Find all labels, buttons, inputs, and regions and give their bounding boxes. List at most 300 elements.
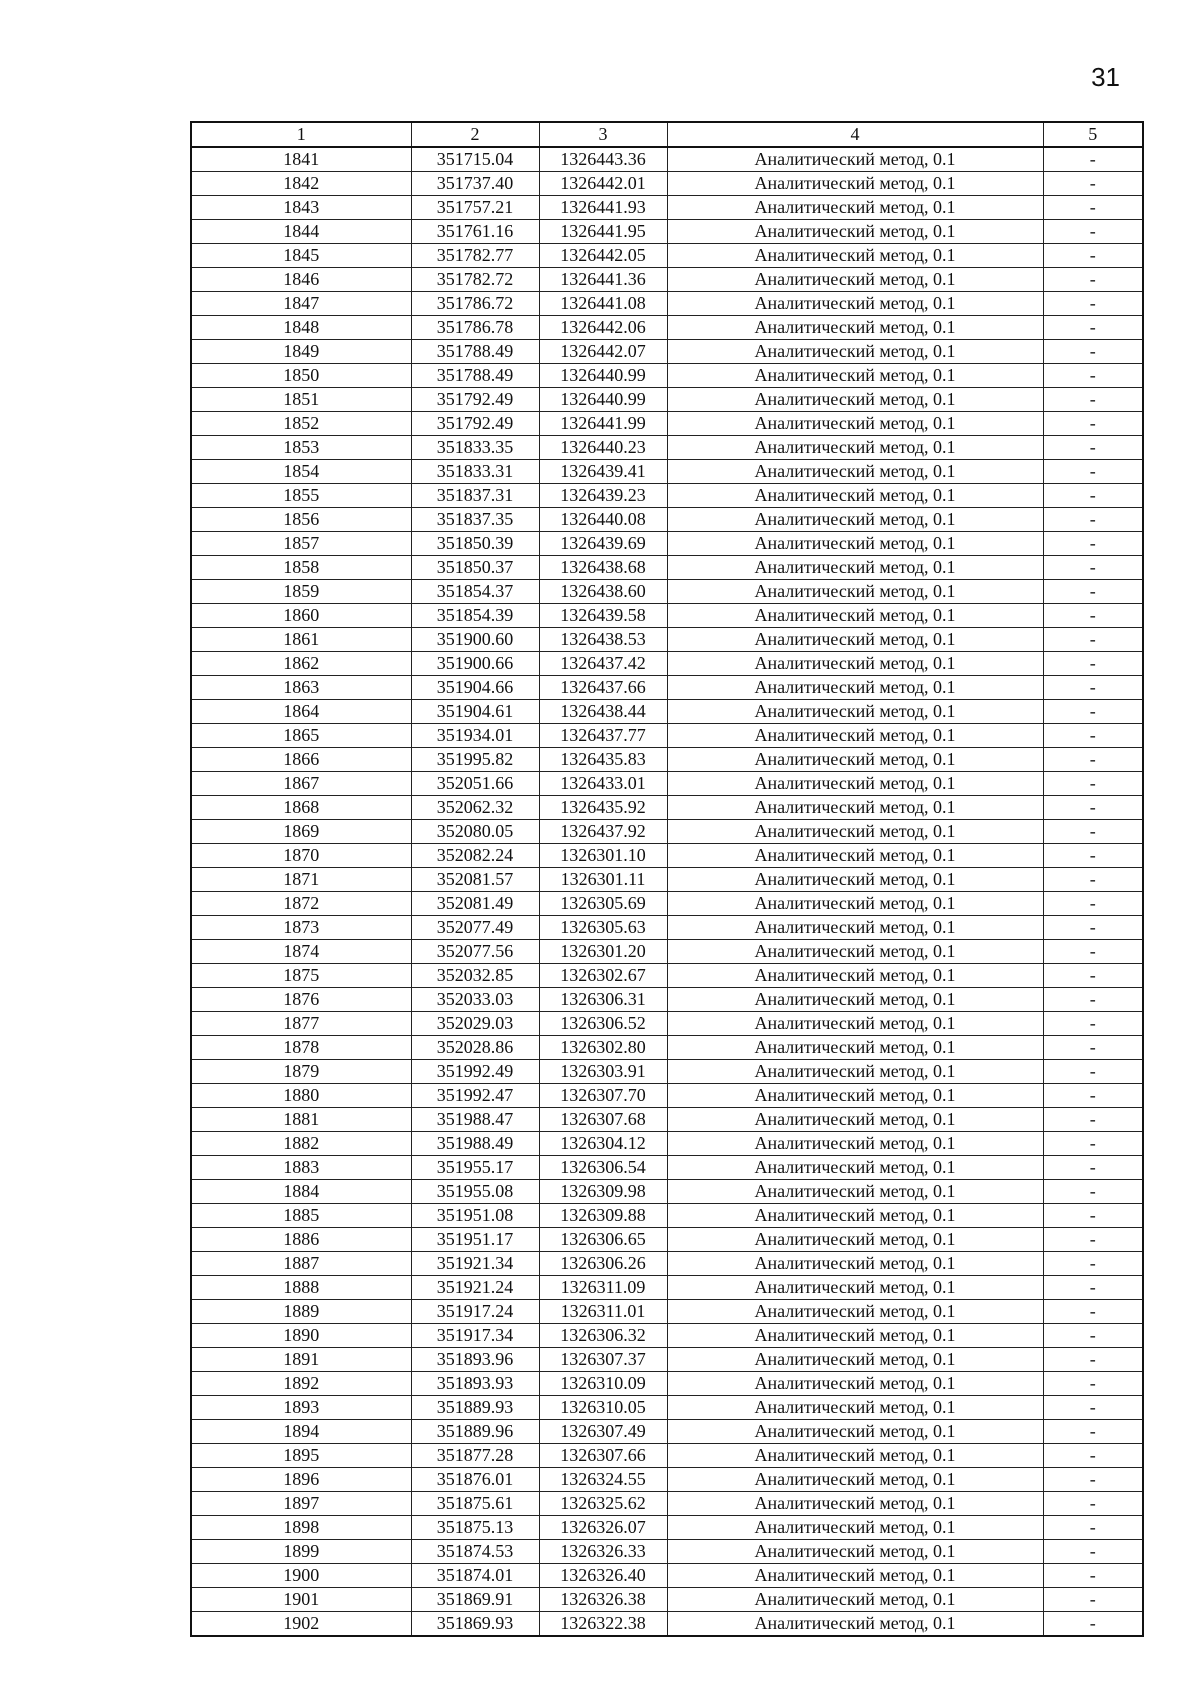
coordinate-x-cell: 352082.24	[411, 844, 539, 868]
table-row	[191, 748, 1143, 772]
coordinate-x-cell: 351921.34	[411, 1252, 539, 1276]
table-row	[191, 172, 1143, 196]
note-cell: -	[1043, 1132, 1143, 1156]
coordinate-x-cell: 351850.37	[411, 556, 539, 580]
coordinate-x-cell: 351921.24	[411, 1276, 539, 1300]
method-accuracy-cell: Аналитический метод, 0.1	[667, 1204, 1043, 1228]
method-accuracy-cell: Аналитический метод, 0.1	[667, 508, 1043, 532]
coordinate-x-cell: 351955.17	[411, 1156, 539, 1180]
method-accuracy-cell: Аналитический метод, 0.1	[667, 1156, 1043, 1180]
note-cell: -	[1043, 508, 1143, 532]
coordinate-y-cell: 1326305.63	[539, 916, 667, 940]
point-number-cell: 1858	[191, 556, 411, 580]
note-cell: -	[1043, 436, 1143, 460]
coordinate-y-cell: 1326441.95	[539, 220, 667, 244]
table-row	[191, 220, 1143, 244]
coordinate-x-cell: 352051.66	[411, 772, 539, 796]
note-cell: -	[1043, 1060, 1143, 1084]
point-number-cell: 1866	[191, 748, 411, 772]
point-number-cell: 1856	[191, 508, 411, 532]
note-cell: -	[1043, 988, 1143, 1012]
method-accuracy-cell: Аналитический метод, 0.1	[667, 940, 1043, 964]
coordinate-x-cell: 351992.49	[411, 1060, 539, 1084]
coordinate-y-cell: 1326324.55	[539, 1468, 667, 1492]
coordinate-x-cell: 352029.03	[411, 1012, 539, 1036]
table-row	[191, 1012, 1143, 1036]
table-row	[191, 1156, 1143, 1180]
coordinate-x-cell: 351837.35	[411, 508, 539, 532]
coordinate-x-cell: 352033.03	[411, 988, 539, 1012]
point-number-cell: 1900	[191, 1564, 411, 1588]
note-cell: -	[1043, 1228, 1143, 1252]
table-row	[191, 1084, 1143, 1108]
table-row	[191, 1060, 1143, 1084]
coordinate-y-cell: 1326310.09	[539, 1372, 667, 1396]
method-accuracy-cell: Аналитический метод, 0.1	[667, 796, 1043, 820]
coordinate-y-cell: 1326307.66	[539, 1444, 667, 1468]
coordinate-x-cell: 351951.08	[411, 1204, 539, 1228]
coordinate-x-cell: 351876.01	[411, 1468, 539, 1492]
point-number-cell: 1875	[191, 964, 411, 988]
method-accuracy-cell: Аналитический метод, 0.1	[667, 700, 1043, 724]
method-accuracy-cell: Аналитический метод, 0.1	[667, 1468, 1043, 1492]
table-row	[191, 1132, 1143, 1156]
point-number-cell: 1857	[191, 532, 411, 556]
coordinate-x-cell: 351854.37	[411, 580, 539, 604]
table-row	[191, 1300, 1143, 1324]
header-col-5: 5	[1043, 122, 1143, 147]
coordinate-y-cell: 1326438.60	[539, 580, 667, 604]
note-cell: -	[1043, 244, 1143, 268]
method-accuracy-cell: Аналитический метод, 0.1	[667, 1492, 1043, 1516]
method-accuracy-cell: Аналитический метод, 0.1	[667, 1060, 1043, 1084]
coordinate-x-cell: 352077.56	[411, 940, 539, 964]
coordinate-y-cell: 1326441.99	[539, 412, 667, 436]
coordinate-y-cell: 1326302.67	[539, 964, 667, 988]
method-accuracy-cell: Аналитический метод, 0.1	[667, 1396, 1043, 1420]
coordinate-x-cell: 352077.49	[411, 916, 539, 940]
method-accuracy-cell: Аналитический метод, 0.1	[667, 748, 1043, 772]
note-cell: -	[1043, 628, 1143, 652]
coordinate-x-cell: 351893.93	[411, 1372, 539, 1396]
point-number-cell: 1880	[191, 1084, 411, 1108]
point-number-cell: 1854	[191, 460, 411, 484]
coordinate-y-cell: 1326439.58	[539, 604, 667, 628]
page-number: 31	[1091, 62, 1120, 92]
coordinate-x-cell: 351875.61	[411, 1492, 539, 1516]
coordinates-table	[190, 121, 1144, 1637]
method-accuracy-cell: Аналитический метод, 0.1	[667, 1132, 1043, 1156]
coordinate-x-cell: 351788.49	[411, 364, 539, 388]
point-number-cell: 1855	[191, 484, 411, 508]
note-cell: -	[1043, 652, 1143, 676]
table-row	[191, 388, 1143, 412]
table-row	[191, 147, 1143, 172]
method-accuracy-cell: Аналитический метод, 0.1	[667, 1372, 1043, 1396]
table-row	[191, 460, 1143, 484]
coordinate-y-cell: 1326437.66	[539, 676, 667, 700]
note-cell: -	[1043, 484, 1143, 508]
method-accuracy-cell: Аналитический метод, 0.1	[667, 988, 1043, 1012]
note-cell: -	[1043, 1588, 1143, 1612]
point-number-cell: 1890	[191, 1324, 411, 1348]
table-row	[191, 724, 1143, 748]
point-number-cell: 1893	[191, 1396, 411, 1420]
table-row	[191, 412, 1143, 436]
coordinate-x-cell: 351917.34	[411, 1324, 539, 1348]
table-row	[191, 772, 1143, 796]
table-row	[191, 244, 1143, 268]
note-cell: -	[1043, 1252, 1143, 1276]
coordinate-y-cell: 1326301.11	[539, 868, 667, 892]
table-row	[191, 628, 1143, 652]
table-row	[191, 364, 1143, 388]
point-number-cell: 1891	[191, 1348, 411, 1372]
note-cell: -	[1043, 1540, 1143, 1564]
point-number-cell: 1878	[191, 1036, 411, 1060]
coordinate-x-cell: 351877.28	[411, 1444, 539, 1468]
coordinate-y-cell: 1326306.26	[539, 1252, 667, 1276]
note-cell: -	[1043, 964, 1143, 988]
table-row	[191, 292, 1143, 316]
method-accuracy-cell: Аналитический метод, 0.1	[667, 1420, 1043, 1444]
coordinate-y-cell: 1326322.38	[539, 1612, 667, 1637]
method-accuracy-cell: Аналитический метод, 0.1	[667, 964, 1043, 988]
note-cell: -	[1043, 940, 1143, 964]
note-cell: -	[1043, 388, 1143, 412]
coordinate-y-cell: 1326306.32	[539, 1324, 667, 1348]
point-number-cell: 1863	[191, 676, 411, 700]
table-row	[191, 892, 1143, 916]
coordinate-x-cell: 351992.47	[411, 1084, 539, 1108]
coordinate-y-cell: 1326433.01	[539, 772, 667, 796]
table-header	[191, 122, 1143, 147]
note-cell: -	[1043, 1204, 1143, 1228]
method-accuracy-cell: Аналитический метод, 0.1	[667, 676, 1043, 700]
coordinate-y-cell: 1326440.99	[539, 388, 667, 412]
table-row	[191, 580, 1143, 604]
table-row	[191, 340, 1143, 364]
header-col-3: 3	[539, 122, 667, 147]
note-cell: -	[1043, 172, 1143, 196]
coordinate-y-cell: 1326439.69	[539, 532, 667, 556]
coordinate-y-cell: 1326442.07	[539, 340, 667, 364]
coordinate-x-cell: 351875.13	[411, 1516, 539, 1540]
note-cell: -	[1043, 700, 1143, 724]
coordinate-y-cell: 1326325.62	[539, 1492, 667, 1516]
table-row	[191, 1276, 1143, 1300]
coordinate-x-cell: 351869.91	[411, 1588, 539, 1612]
coordinate-y-cell: 1326309.88	[539, 1204, 667, 1228]
method-accuracy-cell: Аналитический метод, 0.1	[667, 484, 1043, 508]
coordinate-x-cell: 351900.66	[411, 652, 539, 676]
method-accuracy-cell: Аналитический метод, 0.1	[667, 1276, 1043, 1300]
method-accuracy-cell: Аналитический метод, 0.1	[667, 628, 1043, 652]
method-accuracy-cell: Аналитический метод, 0.1	[667, 316, 1043, 340]
point-number-cell: 1841	[191, 147, 411, 172]
coordinate-y-cell: 1326307.37	[539, 1348, 667, 1372]
note-cell: -	[1043, 532, 1143, 556]
table-row	[191, 1348, 1143, 1372]
coordinate-x-cell: 351715.04	[411, 147, 539, 172]
table-row	[191, 1204, 1143, 1228]
coordinate-y-cell: 1326437.42	[539, 652, 667, 676]
note-cell: -	[1043, 1372, 1143, 1396]
note-cell: -	[1043, 1084, 1143, 1108]
method-accuracy-cell: Аналитический метод, 0.1	[667, 1540, 1043, 1564]
method-accuracy-cell: Аналитический метод, 0.1	[667, 1084, 1043, 1108]
method-accuracy-cell: Аналитический метод, 0.1	[667, 1108, 1043, 1132]
coordinate-y-cell: 1326441.36	[539, 268, 667, 292]
point-number-cell: 1848	[191, 316, 411, 340]
coordinate-y-cell: 1326301.10	[539, 844, 667, 868]
note-cell: -	[1043, 1396, 1143, 1420]
method-accuracy-cell: Аналитический метод, 0.1	[667, 340, 1043, 364]
note-cell: -	[1043, 748, 1143, 772]
note-cell: -	[1043, 196, 1143, 220]
note-cell: -	[1043, 412, 1143, 436]
table-row	[191, 1612, 1143, 1637]
point-number-cell: 1868	[191, 796, 411, 820]
method-accuracy-cell: Аналитический метод, 0.1	[667, 1516, 1043, 1540]
coordinate-x-cell: 351833.31	[411, 460, 539, 484]
table-row	[191, 964, 1143, 988]
coordinate-x-cell: 352080.05	[411, 820, 539, 844]
method-accuracy-cell: Аналитический метод, 0.1	[667, 1180, 1043, 1204]
coordinate-x-cell: 351951.17	[411, 1228, 539, 1252]
note-cell: -	[1043, 292, 1143, 316]
coordinate-y-cell: 1326302.80	[539, 1036, 667, 1060]
coordinate-x-cell: 351917.24	[411, 1300, 539, 1324]
point-number-cell: 1843	[191, 196, 411, 220]
coordinate-y-cell: 1326438.53	[539, 628, 667, 652]
coordinate-x-cell: 352028.86	[411, 1036, 539, 1060]
point-number-cell: 1852	[191, 412, 411, 436]
table-row	[191, 652, 1143, 676]
point-number-cell: 1867	[191, 772, 411, 796]
point-number-cell: 1844	[191, 220, 411, 244]
method-accuracy-cell: Аналитический метод, 0.1	[667, 604, 1043, 628]
point-number-cell: 1888	[191, 1276, 411, 1300]
point-number-cell: 1889	[191, 1300, 411, 1324]
note-cell: -	[1043, 340, 1143, 364]
table-row	[191, 796, 1143, 820]
note-cell: -	[1043, 1564, 1143, 1588]
coordinate-x-cell: 351786.78	[411, 316, 539, 340]
method-accuracy-cell: Аналитический метод, 0.1	[667, 556, 1043, 580]
method-accuracy-cell: Аналитический метод, 0.1	[667, 1012, 1043, 1036]
method-accuracy-cell: Аналитический метод, 0.1	[667, 820, 1043, 844]
point-number-cell: 1879	[191, 1060, 411, 1084]
coordinate-x-cell: 351889.96	[411, 1420, 539, 1444]
table-row	[191, 700, 1143, 724]
coordinate-y-cell: 1326441.93	[539, 196, 667, 220]
table-row	[191, 1420, 1143, 1444]
note-cell: -	[1043, 1012, 1143, 1036]
point-number-cell: 1869	[191, 820, 411, 844]
point-number-cell: 1877	[191, 1012, 411, 1036]
method-accuracy-cell: Аналитический метод, 0.1	[667, 292, 1043, 316]
method-accuracy-cell: Аналитический метод, 0.1	[667, 652, 1043, 676]
table-row	[191, 604, 1143, 628]
note-cell: -	[1043, 556, 1143, 580]
note-cell: -	[1043, 1348, 1143, 1372]
coordinate-y-cell: 1326306.54	[539, 1156, 667, 1180]
point-number-cell: 1842	[191, 172, 411, 196]
coordinate-y-cell: 1326309.98	[539, 1180, 667, 1204]
coordinate-y-cell: 1326311.09	[539, 1276, 667, 1300]
note-cell: -	[1043, 1156, 1143, 1180]
point-number-cell: 1887	[191, 1252, 411, 1276]
table-row	[191, 1372, 1143, 1396]
method-accuracy-cell: Аналитический метод, 0.1	[667, 1612, 1043, 1637]
method-accuracy-cell: Аналитический метод, 0.1	[667, 844, 1043, 868]
method-accuracy-cell: Аналитический метод, 0.1	[667, 147, 1043, 172]
note-cell: -	[1043, 796, 1143, 820]
note-cell: -	[1043, 676, 1143, 700]
table-row	[191, 676, 1143, 700]
note-cell: -	[1043, 1324, 1143, 1348]
method-accuracy-cell: Аналитический метод, 0.1	[667, 460, 1043, 484]
coordinate-x-cell: 351792.49	[411, 412, 539, 436]
coordinate-y-cell: 1326440.08	[539, 508, 667, 532]
note-cell: -	[1043, 1492, 1143, 1516]
point-number-cell: 1862	[191, 652, 411, 676]
coordinate-y-cell: 1326439.23	[539, 484, 667, 508]
coordinate-x-cell: 351792.49	[411, 388, 539, 412]
point-number-cell: 1895	[191, 1444, 411, 1468]
method-accuracy-cell: Аналитический метод, 0.1	[667, 1444, 1043, 1468]
coordinate-y-cell: 1326443.36	[539, 147, 667, 172]
coordinate-y-cell: 1326441.08	[539, 292, 667, 316]
note-cell: -	[1043, 1516, 1143, 1540]
coordinate-y-cell: 1326326.40	[539, 1564, 667, 1588]
table-row	[191, 1468, 1143, 1492]
point-number-cell: 1870	[191, 844, 411, 868]
method-accuracy-cell: Аналитический метод, 0.1	[667, 532, 1043, 556]
method-accuracy-cell: Аналитический метод, 0.1	[667, 412, 1043, 436]
coordinate-y-cell: 1326438.44	[539, 700, 667, 724]
header-col-2: 2	[411, 122, 539, 147]
method-accuracy-cell: Аналитический метод, 0.1	[667, 436, 1043, 460]
table-row	[191, 820, 1143, 844]
header-col-1: 1	[191, 122, 411, 147]
note-cell: -	[1043, 220, 1143, 244]
coordinate-x-cell: 351995.82	[411, 748, 539, 772]
coordinate-y-cell: 1326326.07	[539, 1516, 667, 1540]
table-row	[191, 988, 1143, 1012]
note-cell: -	[1043, 364, 1143, 388]
table-row	[191, 1324, 1143, 1348]
coordinate-y-cell: 1326440.23	[539, 436, 667, 460]
point-number-cell: 1864	[191, 700, 411, 724]
table-row	[191, 844, 1143, 868]
coordinate-x-cell: 351904.61	[411, 700, 539, 724]
point-number-cell: 1876	[191, 988, 411, 1012]
table-row	[191, 268, 1143, 292]
point-number-cell: 1850	[191, 364, 411, 388]
table-row	[191, 1492, 1143, 1516]
method-accuracy-cell: Аналитический метод, 0.1	[667, 244, 1043, 268]
coordinate-x-cell: 351854.39	[411, 604, 539, 628]
coordinate-y-cell: 1326305.69	[539, 892, 667, 916]
note-cell: -	[1043, 892, 1143, 916]
note-cell: -	[1043, 316, 1143, 340]
note-cell: -	[1043, 1300, 1143, 1324]
note-cell: -	[1043, 1108, 1143, 1132]
point-number-cell: 1885	[191, 1204, 411, 1228]
method-accuracy-cell: Аналитический метод, 0.1	[667, 1324, 1043, 1348]
method-accuracy-cell: Аналитический метод, 0.1	[667, 1300, 1043, 1324]
coordinate-x-cell: 351874.01	[411, 1564, 539, 1588]
table-row	[191, 1252, 1143, 1276]
point-number-cell: 1884	[191, 1180, 411, 1204]
coordinate-y-cell: 1326304.12	[539, 1132, 667, 1156]
coordinate-x-cell: 351737.40	[411, 172, 539, 196]
method-accuracy-cell: Аналитический метод, 0.1	[667, 1588, 1043, 1612]
note-cell: -	[1043, 868, 1143, 892]
coordinate-y-cell: 1326306.65	[539, 1228, 667, 1252]
coordinate-y-cell: 1326442.05	[539, 244, 667, 268]
table-row	[191, 916, 1143, 940]
method-accuracy-cell: Аналитический метод, 0.1	[667, 388, 1043, 412]
note-cell: -	[1043, 844, 1143, 868]
note-cell: -	[1043, 1276, 1143, 1300]
coordinate-y-cell: 1326435.92	[539, 796, 667, 820]
table-row	[191, 1564, 1143, 1588]
method-accuracy-cell: Аналитический метод, 0.1	[667, 1252, 1043, 1276]
note-cell: -	[1043, 772, 1143, 796]
table-row	[191, 1036, 1143, 1060]
coordinate-x-cell: 351786.72	[411, 292, 539, 316]
note-cell: -	[1043, 1420, 1143, 1444]
table-row	[191, 1588, 1143, 1612]
coordinate-x-cell: 351889.93	[411, 1396, 539, 1420]
point-number-cell: 1874	[191, 940, 411, 964]
point-number-cell: 1882	[191, 1132, 411, 1156]
table-row	[191, 556, 1143, 580]
point-number-cell: 1853	[191, 436, 411, 460]
point-number-cell: 1901	[191, 1588, 411, 1612]
coordinate-y-cell: 1326307.68	[539, 1108, 667, 1132]
coordinate-x-cell: 351782.77	[411, 244, 539, 268]
coordinate-x-cell: 351788.49	[411, 340, 539, 364]
table-row	[191, 940, 1143, 964]
coordinate-y-cell: 1326307.49	[539, 1420, 667, 1444]
coordinate-x-cell: 351869.93	[411, 1612, 539, 1637]
coordinate-x-cell: 351850.39	[411, 532, 539, 556]
coordinate-x-cell: 352081.49	[411, 892, 539, 916]
note-cell: -	[1043, 604, 1143, 628]
point-number-cell: 1883	[191, 1156, 411, 1180]
point-number-cell: 1897	[191, 1492, 411, 1516]
method-accuracy-cell: Аналитический метод, 0.1	[667, 916, 1043, 940]
point-number-cell: 1898	[191, 1516, 411, 1540]
coordinate-y-cell: 1326442.06	[539, 316, 667, 340]
coordinate-y-cell: 1326435.83	[539, 748, 667, 772]
point-number-cell: 1865	[191, 724, 411, 748]
coordinate-y-cell: 1326307.70	[539, 1084, 667, 1108]
coordinate-x-cell: 351874.53	[411, 1540, 539, 1564]
note-cell: -	[1043, 268, 1143, 292]
coordinate-y-cell: 1326311.01	[539, 1300, 667, 1324]
table-row	[191, 1108, 1143, 1132]
note-cell: -	[1043, 916, 1143, 940]
method-accuracy-cell: Аналитический метод, 0.1	[667, 172, 1043, 196]
point-number-cell: 1892	[191, 1372, 411, 1396]
table-row	[191, 196, 1143, 220]
coordinate-x-cell: 351955.08	[411, 1180, 539, 1204]
